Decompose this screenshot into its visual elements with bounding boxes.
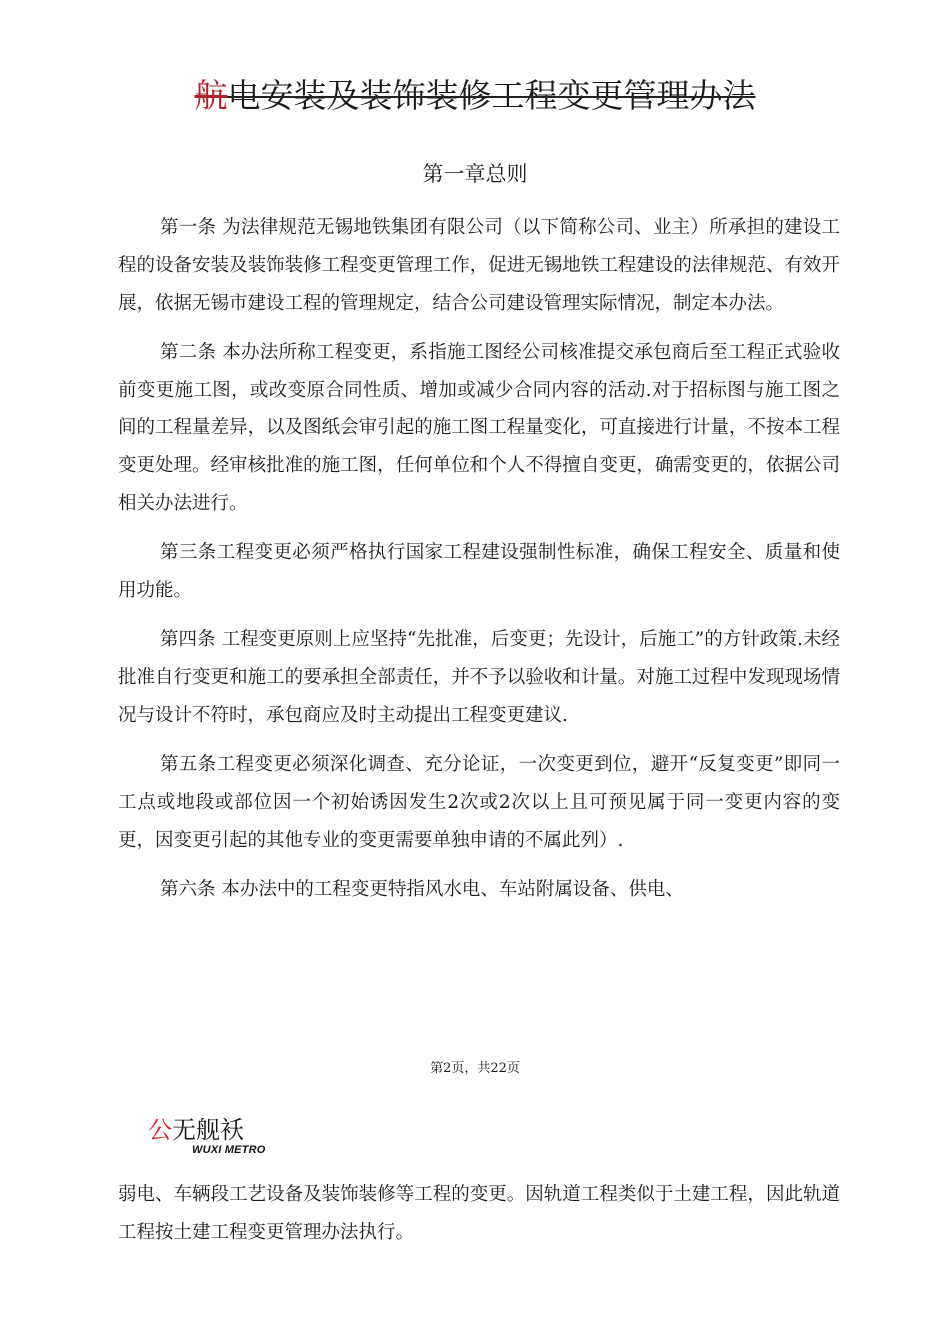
document-body bbox=[118, 209, 840, 921]
title-text: 电安装及装饰装修工程变更管理办法 bbox=[227, 76, 756, 115]
paragraph-article-2: 第二条 本办法所称工程变更，系指施工图经公司核准提交承包商后至工程正式验收前变更施工图，或改变原合同性质、增加或减少合同内容的活动.对于招标图与施工图之间的工程量差异，以及图纸会审引起的施工图工程量变化，可直接进行计量，不按本工程变更处理。经审核批准的施工图，任何单位和个人不得擅自变更，确需变更的，依据公司相关办法进行。 bbox=[118, 341, 840, 515]
paragraph-article-3: 第三条工程变更必须严格执行国家工程建设强制性标准，确保工程安全、质量和使用功能。 bbox=[118, 542, 840, 602]
paragraph-article-6: 第六条 本办法中的工程变更特指风水电、车站附属设备、供电、 bbox=[160, 879, 684, 901]
chapter-heading: 第一章总则 bbox=[422, 162, 528, 186]
wuxi-metro-logo bbox=[148, 1116, 318, 1158]
document-body-continued bbox=[118, 1176, 840, 1252]
logo-red-char: 公 bbox=[148, 1116, 172, 1144]
logo-subtitle: WUXI METRO bbox=[192, 1144, 266, 1156]
paragraph-article-5: 第五条工程变更必须深化调查、充分论证，一次变更到位，避开“反复变更”即同一工点或地段或部位因一个初始诱因发生2次或2次以上且可预见属于同一变更内容的变更，因变更引起的其他专业的变更需要单独申请的不属此列）. bbox=[118, 754, 840, 851]
paragraph-article-1: 第一条 为法律规范无锡地铁集团有限公司（以下简称公司、业主）所承担的建设工程的设备安装及装饰装修工程变更管理工作，促进无锡地铁工程建设的法律规范、有效开展，依据无锡市建设工程的管理规定，结合公司建设管理实际情况，制定本办法。 bbox=[118, 217, 840, 314]
page-number: 第2页，共22页 bbox=[430, 1061, 520, 1076]
paragraph-continuation: 弱电、车辆段工艺设备及装饰装修等工程的变更。因轨道工程类似于土建工程，因此轨道工程按土建工程变更管理办法执行。 bbox=[118, 1184, 840, 1243]
title-first-char: 航 bbox=[194, 76, 228, 115]
paragraph-article-4: 第四条 工程变更原则上应坚持“先批准，后变更；先设计，后施工”的方针政策.未经批准自行变更和施工的要承担全部责任，并不予以验收和计量。对施工过程中发现现场情况与设计不符时，承包商应及时主动提出工程变更建议. bbox=[118, 629, 840, 727]
document-title bbox=[0, 72, 950, 120]
logo-text bbox=[148, 1116, 318, 1144]
logo-chars: 无舰袄 bbox=[172, 1116, 244, 1144]
